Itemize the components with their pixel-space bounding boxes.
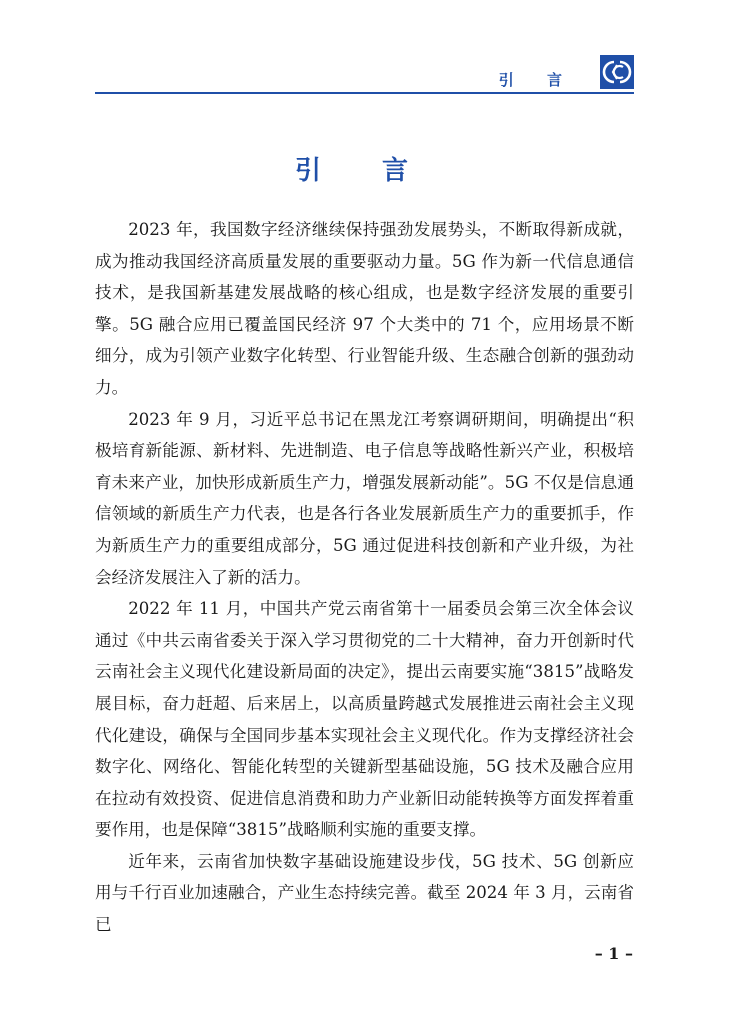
paragraph: 2022 年 11 月，中国共产党云南省第十一届委员会第三次全体会议通过《中共云南省委关于深入学习贯彻党的二十大精神，奋力开创新时代云南社会主义现代化建设新局面的决定》，提出云南要实施“3815”战略发展目标，奋力赶超、后来居上，以高质量跨越式发展推进云南社会主义现代化建设，确保与全国同步基本实现社会主义现代化。作为支撑经济社会数字化、网络化、智能化转型的关键新型基础设施，5G 技术及融合应用在拉动有效投资、促进信息消费和助力产业新旧动能转换等方面发挥着重要作用，也是保障“3815”战略顺利实施的重要支撑。 [95,599,634,840]
page-number: – 1 – [594,944,633,963]
paragraph: 2023 年，我国数字经济继续保持强劲发展势头，不断取得新成就，成为推动我国经济高质量发展的重要驱动力量。5G 作为新一代信息通信技术，是我国新基建发展战略的核心组成，也是数字经济发展的重要引擎。5G 融合应用已覆盖国民经济 97 个大类中的 71 个，应用场景不断细分，成为引领产业数字化转型、行业智能升级、生态融合创新的强劲动力。 [95,220,634,397]
body-text [95,214,634,941]
running-header [95,55,634,93]
paragraph: 近年来，云南省加快数字基础设施建设步伐，5G 技术、5G 创新应用与千行百业加速融合，产业生态持续完善。截至 2024 年 3 月，云南省已 [95,851,634,935]
caict-logo-icon [600,55,634,89]
paragraph: 2023 年 9 月，习近平总书记在黑龙江考察调研期间，明确提出“积极培育新能源、新材料、先进制造、电子信息等战略性新兴产业，积极培育未来产业，加快形成新质生产力，增强发展新动能”。5G 不仅是信息通信领域的新质生产力代表，也是各行各业发展新质生产力的重要抓手，作为新质生产力的重要组成部分，5G 通过促进科技创新和产业升级，为社会经济发展注入了新的活力。 [95,409,634,587]
page-title: 引 言 [294,156,435,186]
header-rule [95,92,634,94]
running-header-title: 引 言 [498,71,576,89]
